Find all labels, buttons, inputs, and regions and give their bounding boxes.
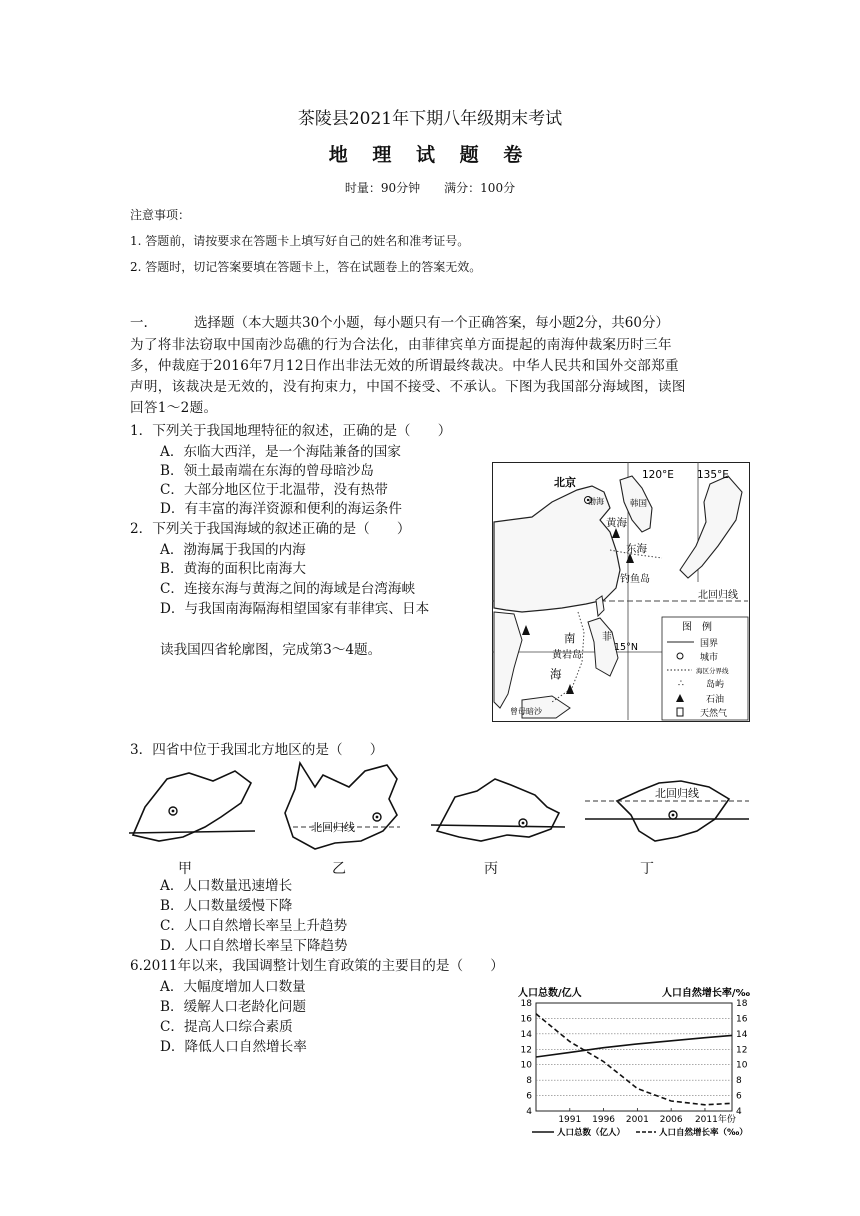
label-huanghai: 黄海 (606, 517, 627, 529)
label-tropic: 北回归线 (698, 590, 738, 601)
province-label-ding: 丁 (640, 861, 654, 877)
intro-line: 为了将非法窃取中国南沙岛礁的行为合法化，由菲律宾单方面提起的南海仲裁案历时三年 (130, 337, 672, 353)
y-left-tick-label: 16 (520, 1014, 532, 1025)
y-right-tick-label: 12 (736, 1045, 748, 1056)
y-left-tick-label: 10 (520, 1060, 532, 1071)
chart-frame (536, 1003, 732, 1111)
label-nan: 南 (564, 631, 576, 645)
legend-title: 图 例 (682, 622, 712, 633)
q5-option-d: D．人口自然增长率呈下降趋势 (160, 938, 348, 954)
notice-heading: 注意事项： (130, 208, 191, 222)
chart-ticks (521, 999, 748, 1125)
legend-sea-boundary: 海区分界线 (696, 667, 729, 675)
exam-title: 茶陵县2021年下期八年级期末考试 (297, 109, 563, 129)
province-label-bing: 丙 (484, 861, 498, 877)
province-outlines (125, 757, 755, 857)
y-left-tick-label: 14 (520, 1029, 532, 1040)
intro-line: 声明，该裁决是无效的，没有拘束力，中国不接受、不承认。下图为我国部分海域图，读图 (130, 379, 686, 395)
chart-y-left-label: 人口总数/亿人 (518, 988, 582, 999)
question-3-stem: 3．四省中位于我国北方地区的是（ ） (130, 742, 384, 758)
y-left-tick-label: 18 (520, 999, 532, 1009)
province-jia-outline (133, 771, 251, 841)
read-note: 读我国四省轮廓图，完成第3～4题。 (160, 642, 382, 658)
x-tick-label: 2001 (625, 1115, 649, 1125)
q5-option-a: A．人口数量迅速增长 (160, 878, 293, 894)
q5-option-b: B．人口数量缓慢下降 (160, 898, 293, 914)
label-philippines: 菲 (602, 632, 612, 643)
label-huangyan: 黄岩岛 (552, 650, 582, 661)
q2-option-c: C．连接东海与黄海之间的海域是台湾海峡 (160, 581, 416, 597)
q2-option-d: D．与我国南海隔海相望国家有菲律宾、日本 (160, 601, 430, 617)
intro-line: 回答1～2题。 (130, 400, 218, 416)
label-zengmu: 曾母暗沙 (510, 707, 542, 716)
legend-island: 岛屿 (706, 680, 725, 690)
label-120e: 120°E (642, 469, 674, 481)
q6-option-d: D．降低人口自然增长率 (160, 1039, 307, 1055)
chart-series (536, 1014, 732, 1105)
q2-option-b: B．黄海的面积比南海大 (160, 561, 306, 577)
y-left-tick-label: 4 (526, 1107, 532, 1117)
province-yi-outline (285, 763, 397, 849)
population-total-line (536, 1035, 732, 1057)
legend-city: 城市 (700, 653, 719, 663)
section-title: 选择题（本大题共30个小题，每小题只有一个正确答案，每小题2分，共60分） (194, 315, 669, 331)
notice-item-1: 1. 答题前，请按要求在答题卡上填写好自己的姓名和准考证号。 (130, 234, 470, 248)
legend-oil: 石油 (706, 695, 725, 705)
y-left-tick-label: 12 (520, 1045, 532, 1056)
x-tick-label: 2011年份 (694, 1115, 736, 1125)
q1-option-c: C．大部分地区位于北温带，没有热带 (160, 482, 388, 498)
y-right-tick-label: 4 (736, 1107, 742, 1117)
label-135e: 135°E (697, 469, 729, 481)
question-1-stem: 1．下列关于我国地理特征的叙述，正确的是（ ） (130, 423, 452, 439)
label-bohai: 渤海 (588, 497, 604, 506)
legend-gas: 天然气 (700, 709, 728, 719)
y-left-tick-label: 6 (526, 1091, 532, 1102)
legend-gas-icon (677, 708, 683, 716)
legend-total-label: 人口总数（亿人） (557, 1128, 626, 1138)
y-right-tick-label: 18 (736, 999, 748, 1009)
q6-option-a: A．大幅度增加人口数量 (160, 979, 306, 995)
y-right-tick-label: 14 (736, 1029, 748, 1040)
label-15n: 15°N (614, 642, 638, 653)
intro-line: 多，仲裁庭于2016年7月12日作出非法无效的所谓最终裁决。中华人民共和国外交部郑重 (130, 358, 679, 374)
province-yi-tropic-label: 北回归线 (311, 821, 355, 834)
y-right-tick-label: 8 (736, 1076, 742, 1087)
q1-option-d: D．有丰富的海洋资源和便利的海运条件 (160, 501, 402, 517)
label-beijing: 北京 (554, 476, 576, 489)
label-hai: 海 (550, 667, 562, 681)
exam-subtitle: 地 理 试 题 卷 (328, 144, 532, 166)
x-tick-label: 1996 (592, 1115, 616, 1125)
q1-option-b: B．领土最南端在东海的曾母暗沙岛 (160, 463, 374, 479)
label-diaoyu: 钓鱼岛 (620, 574, 650, 585)
intro-paragraph (130, 335, 730, 419)
q2-option-a: A．渤海属于我国的内海 (160, 542, 306, 558)
legend-rate-label: 人口自然增长率（‰） (659, 1128, 748, 1138)
y-right-tick-label: 16 (736, 1014, 748, 1025)
legend-border: 国界 (700, 639, 719, 649)
label-korea: 韩国 (630, 499, 648, 509)
q6-option-c: C．提高人口综合素质 (160, 1019, 293, 1035)
q5-option-c: C．人口自然增长率呈上升趋势 (160, 918, 348, 934)
x-tick-label: 2006 (659, 1115, 683, 1125)
sea-map (492, 462, 750, 722)
question-6-stem: 6.2011年以来，我国调整计划生育政策的主要目的是（ ） (130, 958, 504, 974)
x-tick-label: 1991 (558, 1115, 582, 1125)
chart-grid (536, 1003, 732, 1111)
y-right-tick-label: 6 (736, 1091, 742, 1102)
section-number: 一. (130, 315, 148, 331)
province-label-jia: 甲 (178, 861, 192, 877)
legend-island-icon: ∴ (678, 679, 684, 689)
notice-item-2: 2. 答题时，切记答案要填在答题卡上，答在试题卷上的答案无效。 (130, 260, 482, 274)
province-label-yi: 乙 (332, 861, 346, 877)
y-right-tick-label: 10 (736, 1060, 748, 1071)
label-donghai: 东海 (626, 543, 647, 555)
y-left-tick-label: 8 (526, 1076, 532, 1087)
chart-legend (532, 1127, 748, 1138)
q6-option-b: B．缓解人口老龄化问题 (160, 999, 306, 1015)
question-2-stem: 2．下列关于我国海域的叙述正确的是（ ） (130, 521, 411, 537)
q1-option-a: A．东临大西洋，是一个海陆兼备的国家 (160, 444, 401, 460)
population-chart (512, 984, 752, 1146)
province-bing-outline (437, 779, 559, 841)
province-ding-tropic-label: 北回归线 (655, 787, 699, 800)
growth-rate-line (536, 1014, 732, 1105)
chart-y-right-label: 人口自然增长率/‰ (661, 988, 750, 999)
time-info: 时量：90分钟 满分：100分 (344, 181, 516, 195)
legend-city-icon (677, 653, 683, 659)
